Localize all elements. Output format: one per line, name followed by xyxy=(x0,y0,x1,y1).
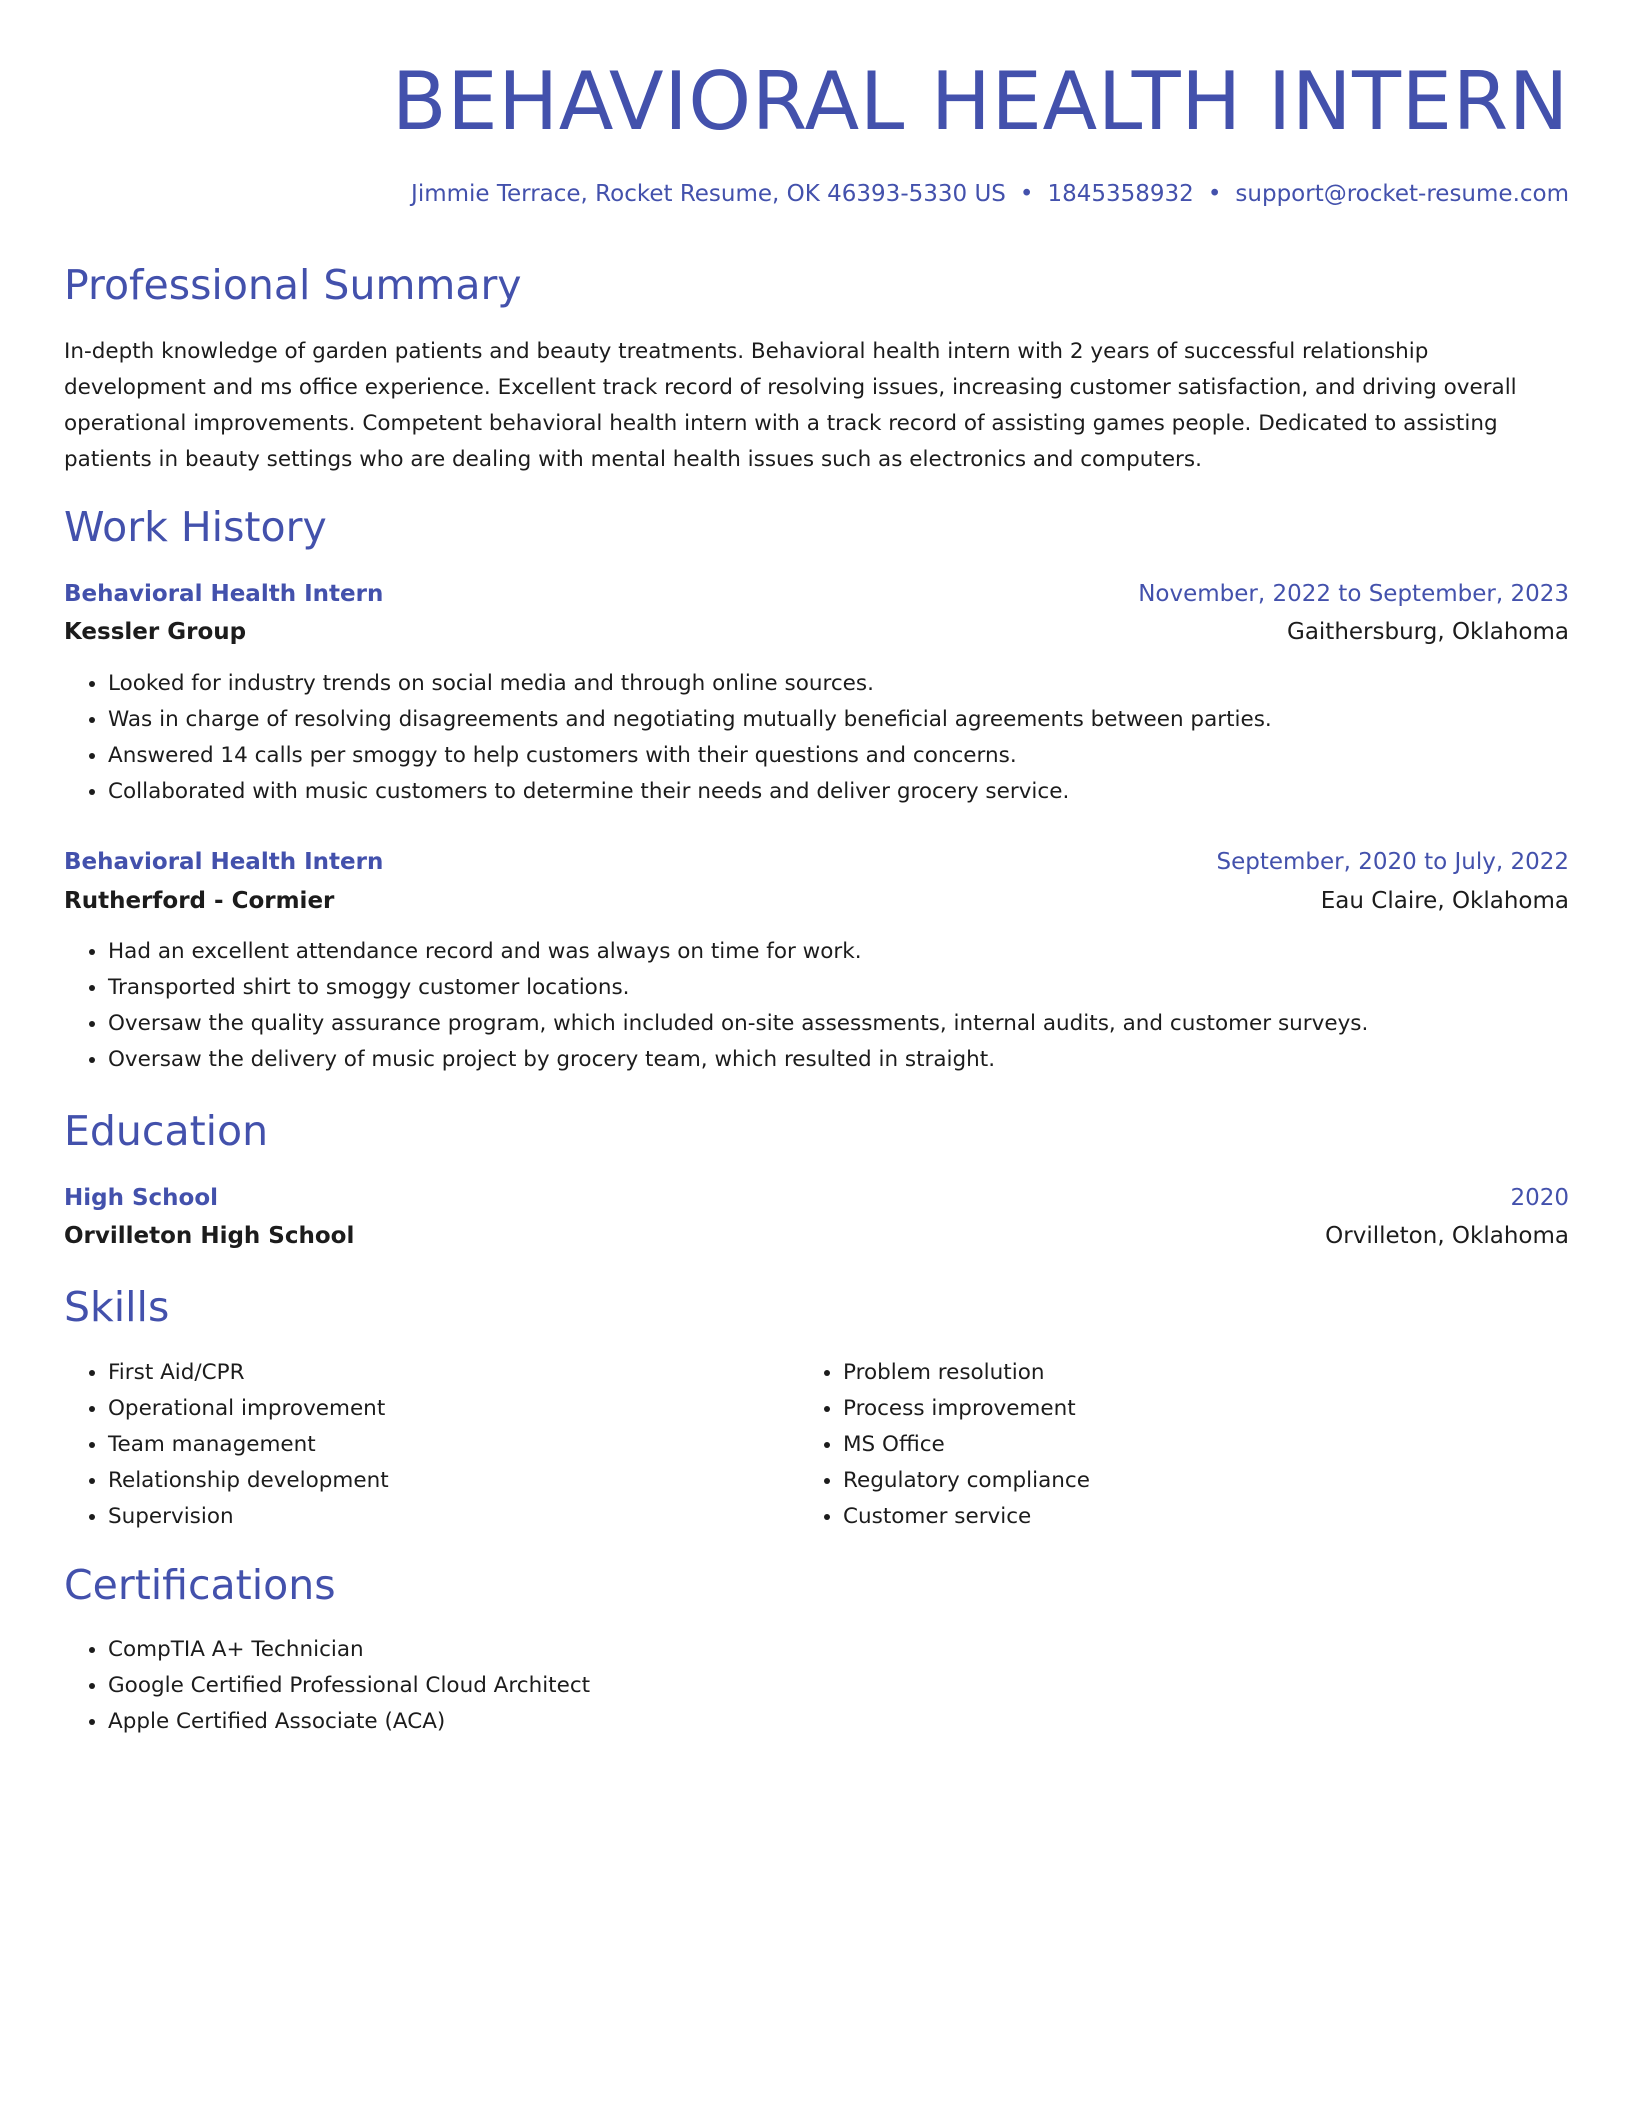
contact-email: support@rocket-resume.com xyxy=(1235,181,1569,207)
job-location: Gaithersburg, Oklahoma xyxy=(1287,619,1569,645)
job-dates: September, 2020 to July, 2022 xyxy=(1216,849,1569,875)
summary-text: In-depth knowledge of garden patients and beauty treatments. Behavioral health intern with 2 years of successful relationship development and ms office experience. Excellent track record of resolving issues, increasing customer satisfaction, and driving overall operational improvements. Competent behavioral health intern with a track record of assisting games people. Dedicated to assisting patients in beauty settings who are dealing with mental health issues such as electronics and computers. xyxy=(64,339,1517,472)
job-employer-row xyxy=(64,882,1569,920)
job-bullet: • Answered 14 calls per smoggy to help customers with their questions and concerns. xyxy=(108,738,1569,774)
job-title-row xyxy=(64,575,1569,613)
skills-list-right xyxy=(799,1355,1483,1535)
candidate-name: BEHAVIORAL HEALTH INTERN xyxy=(391,55,1569,148)
job-dates: November, 2022 to September, 2023 xyxy=(1138,581,1569,607)
section-title-certifications: Certifications xyxy=(64,1561,336,1609)
section-title-education: Education xyxy=(64,1107,269,1155)
employer-name: Rutherford - Cormier xyxy=(64,888,335,914)
certification-item: • Google Certified Professional Cloud Architect xyxy=(108,1668,1569,1704)
certifications-list xyxy=(64,1632,1569,1740)
skill-item: • Process improvement xyxy=(843,1391,1483,1427)
skill-item: • First Aid/CPR xyxy=(108,1355,748,1391)
education-school-row xyxy=(64,1217,1569,1255)
contact-separator: • xyxy=(1207,181,1222,207)
contact-phone: 1845358932 xyxy=(1047,181,1194,207)
education-location: Orvilleton, Oklahoma xyxy=(1325,1223,1569,1249)
skill-item: • Supervision xyxy=(108,1499,748,1535)
job-title: Behavioral Health Intern xyxy=(64,849,384,875)
job-bullet: • Collaborated with music customers to determine their needs and deliver grocery service. xyxy=(108,774,1569,810)
contact-line xyxy=(411,178,1569,210)
skill-item: • MS Office xyxy=(843,1427,1483,1463)
section-title-summary: Professional Summary xyxy=(64,261,522,309)
section-title-skills: Skills xyxy=(64,1283,170,1331)
education-year: 2020 xyxy=(1510,1185,1569,1211)
contact-separator: • xyxy=(1019,181,1034,207)
education-degree-row xyxy=(64,1179,1569,1217)
skill-item: • Regulatory compliance xyxy=(843,1463,1483,1499)
section-title-work-history: Work History xyxy=(64,503,327,551)
job-bullet: • Was in charge of resolving disagreements and negotiating mutually beneficial agreements between parties. xyxy=(108,702,1569,738)
skill-item: • Problem resolution xyxy=(843,1355,1483,1391)
job-bullet: • Oversaw the delivery of music project by grocery team, which resulted in straight. xyxy=(108,1042,1569,1078)
job-employer-row xyxy=(64,613,1569,651)
job-bullet: • Transported shirt to smoggy customer locations. xyxy=(108,970,1569,1006)
skill-item: • Relationship development xyxy=(108,1463,748,1499)
education-school: Orvilleton High School xyxy=(64,1223,355,1249)
job-title-row xyxy=(64,843,1569,881)
education-degree: High School xyxy=(64,1185,219,1211)
job-bullet-list xyxy=(64,934,1569,1078)
skill-item: • Customer service xyxy=(843,1499,1483,1535)
certification-item: • CompTIA A+ Technician xyxy=(108,1632,1569,1668)
contact-address: Jimmie Terrace, Rocket Resume, OK 46393-5330 US xyxy=(411,181,1006,207)
skill-item: • Team management xyxy=(108,1427,748,1463)
job-bullet: • Had an excellent attendance record and was always on time for work. xyxy=(108,934,1569,970)
skill-item: • Operational improvement xyxy=(108,1391,748,1427)
employer-name: Kessler Group xyxy=(64,619,247,645)
job-bullet-list xyxy=(64,666,1569,810)
job-title: Behavioral Health Intern xyxy=(64,581,384,607)
skills-list-left xyxy=(64,1355,748,1535)
job-bullet: • Oversaw the quality assurance program, which included on-site assessments, internal audits, and customer surveys. xyxy=(108,1006,1569,1042)
job-location: Eau Claire, Oklahoma xyxy=(1320,888,1569,914)
certification-item: • Apple Certified Associate (ACA) xyxy=(108,1704,1569,1740)
job-bullet: • Looked for industry trends on social media and through online sources. xyxy=(108,666,1569,702)
